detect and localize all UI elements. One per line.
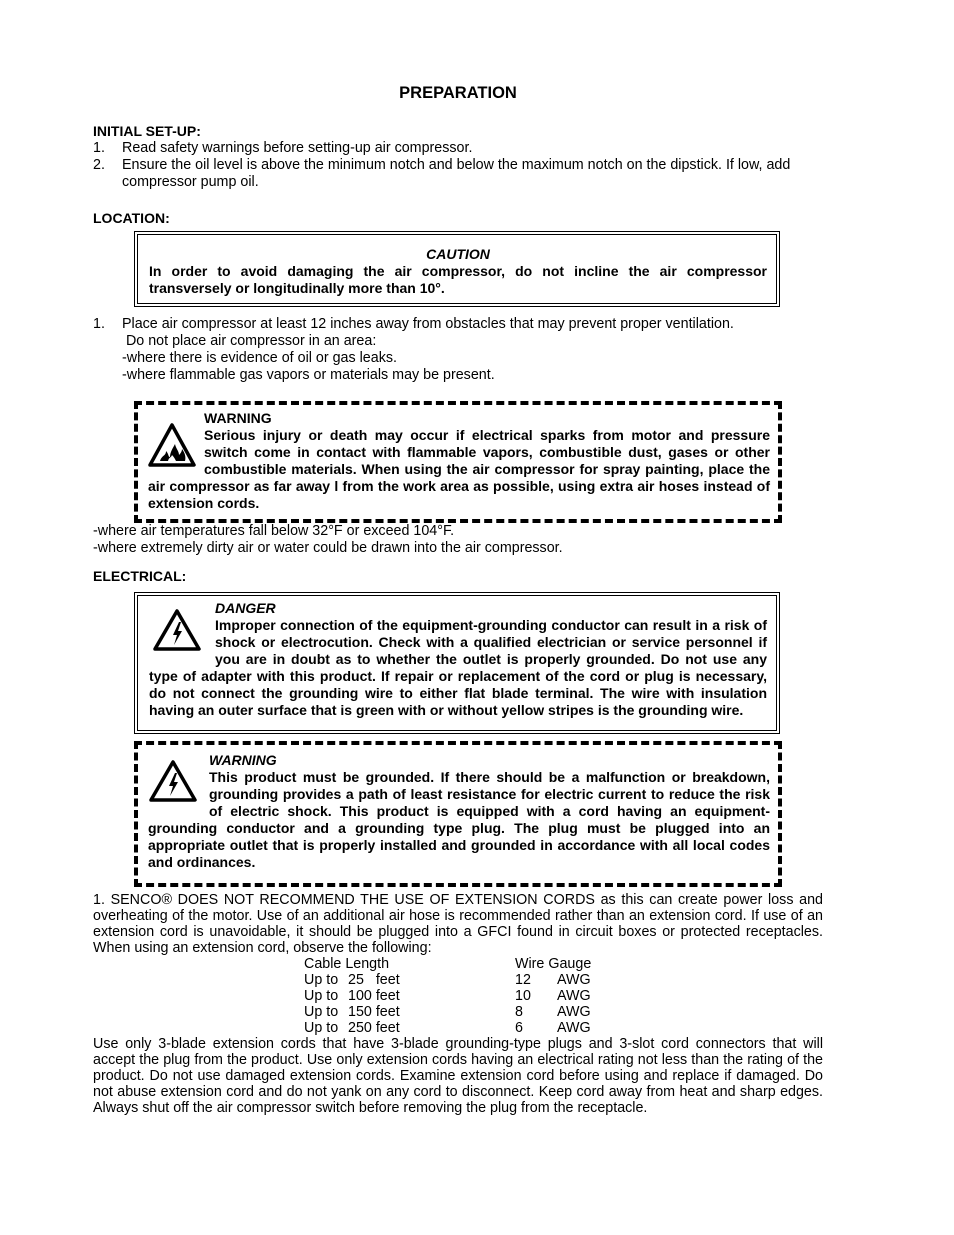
table-row — [304, 988, 591, 1004]
list-item — [93, 316, 823, 333]
table-cell: AWG — [557, 1004, 591, 1020]
warning-text: Serious injury or death may occur if electrical sparks from motor and pressure switch come in contact with flammable vapors, combustible dust, gases or other combustible materials. When using the air compressor for spray painting, place the air compressor as far away l from the work area as possible, using extra air hoses instead of extension cords. — [148, 427, 770, 511]
extension-cord-rules-paragraph: Use only 3-blade extension cords that have 3-blade grounding-type plugs and 3-slot cord connectors that will accept the plug from the product. Use only extension cords having an electrical rating not less than the rating of the product. Do not use damaged extension cords. Examine extension cord before using and replace if damaged. Do not abuse extension cord and do not yank on any cord to disconnect. Keep cord away from heat and sharp edges. Always shut off the air compressor switch before removing the plug from the receptacle. — [93, 1036, 823, 1116]
column-header: Wire Gauge — [515, 956, 592, 972]
electric-shock-icon — [152, 608, 202, 656]
electric-shock-icon — [148, 759, 198, 807]
table-cell: Up to — [304, 1004, 339, 1020]
table-cell: 25 feet — [348, 972, 400, 988]
table-cell: Up to — [304, 972, 339, 988]
table-row — [304, 972, 591, 988]
list-item — [93, 140, 823, 157]
caution-text: In order to avoid damaging the air compressor, do not incline the air compressor transversely or longitudinally more than 10°. — [149, 263, 767, 296]
table-cell: 250 feet — [348, 1020, 400, 1036]
extension-cord-paragraph: 1. SENCO® DOES NOT RECOMMEND THE USE OF EXTENSION CORDS as this can create power loss and overheating of the motor. Use of an additional air hose is recommended rather than an extension cord. If use of an extension cord is unavoidable, it should be plugged into a GFCI found in circuit boxes or protected receptacles. When using an extension cord, observe the following: — [93, 892, 823, 956]
list-text: Read safety warnings before setting-up air compressor. — [122, 140, 473, 156]
list-item — [93, 157, 823, 191]
table-cell: 100 feet — [348, 988, 400, 1004]
location-subline: Do not place air compressor in an area: — [122, 333, 377, 349]
document-page — [93, 84, 823, 1116]
fire-warning-box — [134, 401, 782, 523]
danger-box — [134, 592, 780, 734]
location-heading: LOCATION: — [93, 210, 170, 226]
list-number: 1. — [93, 316, 105, 332]
list-number: 2. — [93, 157, 105, 173]
table-cell: 150 feet — [348, 1004, 400, 1020]
fire-warning-icon — [148, 422, 196, 472]
table-cell: 10 — [515, 988, 531, 1004]
location-afterline: -where extremely dirty air or water could be drawn into the air compressor. — [93, 540, 563, 556]
list-number: 1. — [93, 140, 105, 156]
electrical-heading: ELECTRICAL: — [93, 568, 187, 584]
warning-label: WARNING — [204, 410, 272, 426]
table-row — [304, 1004, 591, 1020]
warning-label: WARNING — [209, 752, 277, 768]
extension-cord-table — [304, 956, 591, 1036]
table-row — [304, 1020, 591, 1036]
caution-label: CAUTION — [426, 246, 490, 262]
table-cell: AWG — [557, 972, 591, 988]
table-cell: 6 — [515, 1020, 523, 1036]
table-cell: 12 — [515, 972, 531, 988]
danger-label: DANGER — [215, 600, 276, 616]
location-afterline: -where air temperatures fall below 32°F or exceed 104°F. — [93, 523, 455, 539]
table-cell: 8 — [515, 1004, 523, 1020]
table-cell: AWG — [557, 1020, 591, 1036]
column-header: Cable Length — [304, 956, 390, 972]
list-text: Ensure the oil level is above the minimum notch and below the maximum notch on the dipstick. If low, add compressor pump oil. — [122, 157, 791, 190]
location-subline: -where flammable gas vapors or materials may be present. — [122, 367, 495, 383]
table-cell: Up to — [304, 988, 339, 1004]
warning-text: This product must be grounded. If there should be a malfunction or breakdown, grounding provides a path of least resistance for electric current to reduce the risk of electric shock. This product is equipped with a cord having an equipment-grounding conductor and a grounding type plug. The plug must be plugged into an appropriate outlet that is properly installed and grounded in accordance with all local codes and ordinances. — [148, 769, 770, 870]
table-cell: Up to — [304, 1020, 339, 1036]
caution-box — [134, 231, 780, 307]
grounding-warning-box — [134, 741, 782, 887]
location-subline: -where there is evidence of oil or gas leaks. — [122, 350, 397, 366]
list-text: Place air compressor at least 12 inches away from obstacles that may prevent proper ventilation. — [122, 316, 734, 332]
danger-text: Improper connection of the equipment-grounding conductor can result in a risk of shock or electrocution. Check with a qualified electrician or service personnel if you are in doubt as to whether the outlet is properly grounded. Do not use any type of adapter with this product. If repair or replacement of the cord or plug is necessary, do not connect the grounding wire to either flat blade terminal. The wire with insulation having an outer surface that is green with or without yellow stripes is the grounding wire. — [149, 617, 767, 718]
table-header-row — [304, 956, 591, 972]
table-cell: AWG — [557, 988, 591, 1004]
page-title: PREPARATION — [399, 84, 517, 102]
initial-setup-heading: INITIAL SET-UP: — [93, 123, 201, 139]
